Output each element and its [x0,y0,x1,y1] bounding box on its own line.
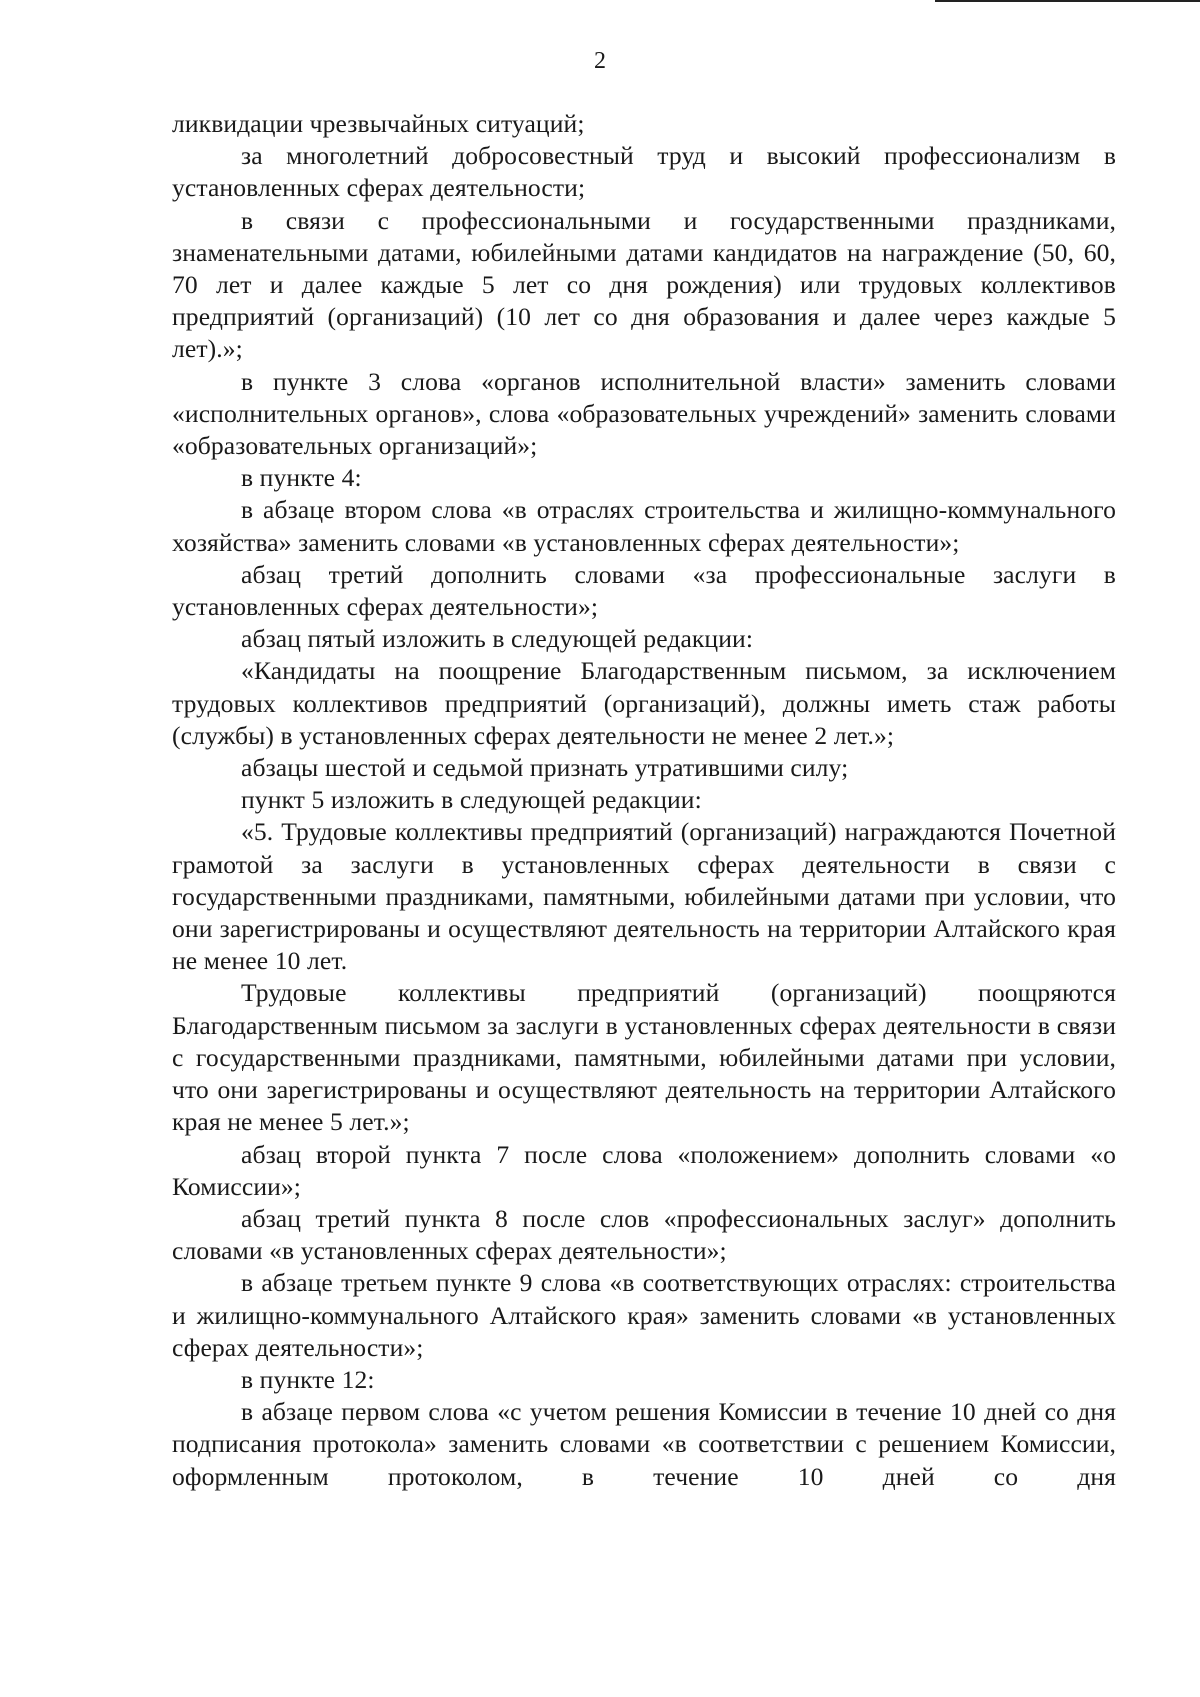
paragraph-12: «5. Трудовые коллективы предприятий (организаций) награждаются Почетной грамотой за заслуги в установленных сферах деятельности в связи с государственными праздниками, памятными, юбилейными датами при условии, что они зарегистрированы и осуществляют деятельность на территории Алтайского края не менее 10 лет. [172,817,1116,976]
paragraph-7: абзац третий дополнить словами «за профессиональные заслуги в установленных сферах деятельности»; [172,559,1116,622]
paragraph-17: в пункте 12: [241,1364,375,1394]
paragraph-15: абзац третий пункта 8 после слов «профессиональных заслуг» дополнить словами «в установленных сферах деятельности»; [172,1203,1116,1266]
paragraph-4: в пункте 3 слова «органов исполнительной власти» заменить словами «исполнительных органов», слова «образовательных учреждений» заменить словами «образовательных организаций»; [172,366,1116,461]
paragraph-16: в абзаце третьем пункте 9 слова «в соответствующих отраслях: строительства и жилищно-коммунального Алтайского края» заменить словами «в установленных сферах деятельности»; [172,1268,1116,1362]
paragraph-10: абзацы шестой и седьмой признать утратившими силу; [241,753,849,783]
paragraph-1: ликвидации чрезвычайных ситуаций; [172,109,585,138]
paragraph-11: пункт 5 изложить в следующей редакции: [241,785,702,815]
top-edge-rule [935,0,1200,2]
paragraph-18: в абзаце первом слова «с учетом решения Комиссии в течение 10 дней со дня подписания протокола» заменить словами «в соответствии с решением Комиссии, оформленным протоколом, в течение 10 дней со дня [172,1397,1116,1491]
paragraph-8: абзац пятый изложить в следующей редакции: [241,624,754,654]
paragraph-9: «Кандидаты на поощрение Благодарственным письмом, за исключением трудовых коллективов предприятий (организаций), должны иметь стаж работы (службы) в установленных сферах деятельности не менее 2 лет.»; [172,656,1116,750]
paragraph-3: в связи с профессиональными и государственными праздниками, знаменательными датами, юбилейными датами кандидатов на награждение (50, 60, 70 лет и далее каждые 5 лет со дня рождения) или трудовых коллективов предприятий (организаций) (10 лет со дня образования и далее через каждые 5 лет).»; [172,205,1116,364]
paragraph-2: за многолетний добросовестный труд и высокий профессионализм в установленных сферах деятельности; [172,141,1116,203]
paragraph-13: Трудовые коллективы предприятий (организаций) поощряются Благодарственным письмом за заслуги в установленных сферах деятельности в связи с государственными праздниками, памятными, юбилейными датами при условии, что они зарегистрированы и осуществляют деятельность на территории Алтайского края не менее 5 лет.»; [172,978,1116,1137]
paragraph-6: в абзаце втором слова «в отраслях строительства и жилищно-коммунального хозяйства» заменить словами «в установленных сферах деятельности»; [172,495,1116,557]
paragraph-5: в пункте 4: [241,463,362,493]
paragraph-14: абзац второй пункта 7 после слова «положением» дополнить словами «о Комиссии»; [172,1139,1116,1201]
page-number: 2 [594,48,606,74]
document-body [172,108,1116,1493]
